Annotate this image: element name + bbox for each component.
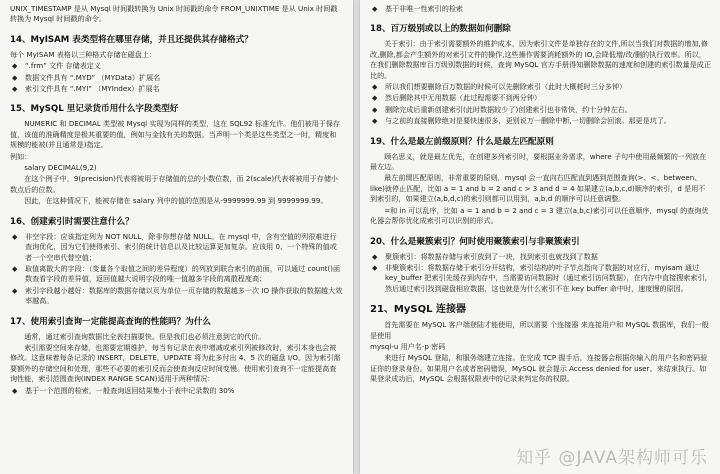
s18-list [370,82,712,127]
heading-15: 15、MySQL 里记录货币用什么字段类型好 [10,104,179,115]
list-item: ◆ 所以我们想要删除百万数据的时候可以先删除索引（此时大概耗时三分多钟） [372,82,627,92]
list-item: ◆ 与之前的直接删除绝对是要快速很多，更别说万一删除中断,一切删除会回滚。那更是坑了。 [372,116,672,126]
heading-21: 21、MySQL 连接器 [370,304,466,316]
s14-list [10,61,343,94]
bullet-diamond-icon: ◆ [372,83,378,92]
list-item: ◆ 聚簇索引：将数据存储与索引放到了一块，找到索引也就找到了数据 [372,251,598,261]
s21-p1: 首先需要在 MySQL 客户端登陆才能使用，所以需要 个连接器 来连接用户和 MySQL 数据库，我们一般是使用 [370,320,709,340]
s16-list [10,232,343,307]
heading-19: 19、什么是最左前缀原则？什么是最左匹配原则 [370,136,554,147]
s19-p3: =和 in 可以乱序，比如 a = 1 and b = 2 and c = 3 建立(a,b,c)索引可以任意顺序，mysql 的查询优化器会帮你优化成索引可以识别的形式。 [370,205,709,226]
s20-list [370,252,712,295]
list-item: ◆ 删除完成后重新创建索引(此时数据较少了)创建索引也非常快，约十分钟左右。 [372,104,632,114]
right-page [360,0,720,474]
bullet-diamond-icon: ◆ [12,286,18,295]
list-item: ◆ 然后删除其中无用数据（此过程需要不到两分钟） [372,93,542,103]
s15-p4: 在这个例子中，9(precision)代表将被用于存储值的总的小数位数，而 2(scale)代表将被用于存储小数点后的位数。 [10,174,339,194]
heading-16: 16、创建索引时需要注意什么？ [10,216,134,227]
list-item: ◆ 非聚簇索引：将数据存储于索引分开结构，索引结构的叶子节点指向了数据的对应行，myisam 通过 key_buffer 把索引先缓存到内存中，当需要访问数据时（通过索引访问数据），在内存中直接搜索索引，然后通过索引找到磁盘相应数据，这也就是为什么索引不在 key buffer 命中时，速度慢的原因。 [372,262,712,293]
list-item: ◆ 取值离散大的字段：（变量各个取值之间的差异程度）的列放到联合索引的前面，可以通过 count()函数查看字段的差异值，返回值越大说明字段的唯一值越多字段的离散程度高； [12,263,341,284]
bullet-diamond-icon: ◆ [12,264,18,273]
top-list [370,4,712,14]
list-item: ◆ 数据文件具有 “.MYD” （MYData）扩展名 [12,72,161,82]
s21-p2: mysql-u 用户名-p 密码 [370,341,446,351]
bullet-diamond-icon: ◆ [12,73,18,82]
bullet-diamond-icon: ◆ [372,5,378,13]
list-item: ◆ “.frm” 文件 存储表定义 [12,61,101,71]
s15-p5: 因此，在这种情况下，能被存储在 salary 列中的值的范围是从-9999999.99 到 9999999.99。 [24,196,328,206]
bullet-diamond-icon: ◆ [12,85,18,94]
bullet-diamond-icon: ◆ [12,62,18,71]
s15-p1: NUMERIC 和 DECIMAL 类型被 Mysql 实现为同样的类型，这在 SQL92 标准允许。他们被用于保存值，该值的准确精度是极其重要的值，例如与金钱有关的数据。当声明一个类是这些类型之一时，精度和规模的能被(并且通常是)指定。 [10,119,341,150]
list-item: ◆ 非空字段：应该指定列为 NOT NULL，除非你想存储 NULL。在 mysql 中，含有空值的列很难进行查询优化，因为它们使得索引、索引的统计信息以及比较运算更加复杂。应该用 0、一个特殊的值或者一个空串代替空值； [12,231,337,262]
heading-17: 17、使用索引查询一定能提高查询的性能吗？为什么 [10,316,212,327]
s21-p3: 来进行 MySQL 登陆，和服务端建立连接。在完成 TCP 握手后，连接器会根据你输入的用户名和密码验证你的登录身份。如果用户名或者密码错误，MySQL 就会提示 Access denied for user。来结束执行。如果登录成功后，MySQL 会根据权限表中的记录来判定你的权限。 [370,353,708,384]
heading-14: 14、MyISAM 表类型将在哪里存储，并且还提供其存储格式？ [10,34,253,45]
list-item: ◆ 索引字段越小越好：数据库的数据存储以页为单位一页存储的数据越多一次 IO 操作获取的数据越大效率越高。 [12,285,343,306]
bullet-diamond-icon: ◆ [372,252,378,261]
bullet-diamond-icon: ◆ [12,386,18,395]
heading-20: 20、什么是聚簇索引？何时使用聚簇索引与非聚簇索引 [370,236,580,247]
s19-p2: 最左前缀匹配原则，非常重要的原则，mysql 会一直向右匹配直到遇到范围查询(>、<、between、like)就停止匹配，比如 a = 1 and b = 2 and c > 3 and d = 4 如果建立(a,b,c,d)顺序的索引，d 是用不到索引的，如果建立(a,b,d,c)的索引则都可以用到，a,b,d 的顺序可以任意调整。 [370,173,706,204]
list-item: ◆ 基于一个范围的检索，一般查询返回结果集小于表中记录数的 30% [12,385,235,395]
s15-p2: 例如： [10,151,32,161]
s17-p1: 通常，通过索引查询数据比全表扫描要快。但是我们也必须注意到它的代价。 [24,331,266,341]
bullet-diamond-icon: ◆ [372,117,378,126]
bullet-diamond-icon: ◆ [372,105,378,114]
list-item: ◆ 基于非唯一性索引的检索 [372,4,464,13]
s15-p3: salary DECIMAL(9,2) [24,163,97,173]
s17-p2: 索引需要空间来存储，也需要定期维护，每当有记录在表中增减或索引列被修改时，索引本身也会被修改。这意味着每条记录的 INSERT，DELETE，UPDATE 将为此多付出 4、5 次的磁盘 I/O。因为索引需要额外的存储空间和处理，那些不必要的索引反而会使查询反应时间变慢。使用索引查询不一定能提高查询性能，索引范围查询(INDEX RANGE SCAN)适用于两种情况： [10,342,341,384]
intro-paragraph: UNIX_TIMESTAMP 是从 Mysql 时间戳转换为 Unix 时间戳的命令 FROM_UNIXTIME 是从 Unix 时间戳转换为 Mysql 时间戳的命令。 [10,4,338,24]
list-item: ◆ 索引文件具有 “.MYI” （MYIndex）扩展名 [12,84,160,94]
bullet-diamond-icon: ◆ [372,263,378,272]
s18-p1: 关于索引：由于索引需要额外的维护成本，因为索引文件是单独存在的文件,所以当我们对数据的增加,修改,删除,都会产生额外的对索引文件的操作,这些操作需要消耗额外的 IO,会降低增/改/删的执行效率。所以，在我们删除数据库百万级别数据的时候，查询 MySQL 官方手册得知删除数据的速度和创建的索引数量是成正比的。 [370,39,711,80]
left-page [0,0,353,474]
s19-p1: 顾名思义，就是最左优先，在创建多列索引时，要根据业务需求，where 子句中使用最频繁的一列放在最左边。 [370,151,707,172]
bullet-diamond-icon: ◆ [12,232,18,241]
heading-18: 18、百万级别或以上的数据如何删除 [370,24,511,35]
s14-lead: 每个 MyISAM 表格以三种格式存储在磁盘上： [10,49,157,59]
s17-list [10,386,343,396]
watermark: 知乎 @JAVA架构师可乐 [516,448,708,468]
bullet-diamond-icon: ◆ [372,94,378,103]
